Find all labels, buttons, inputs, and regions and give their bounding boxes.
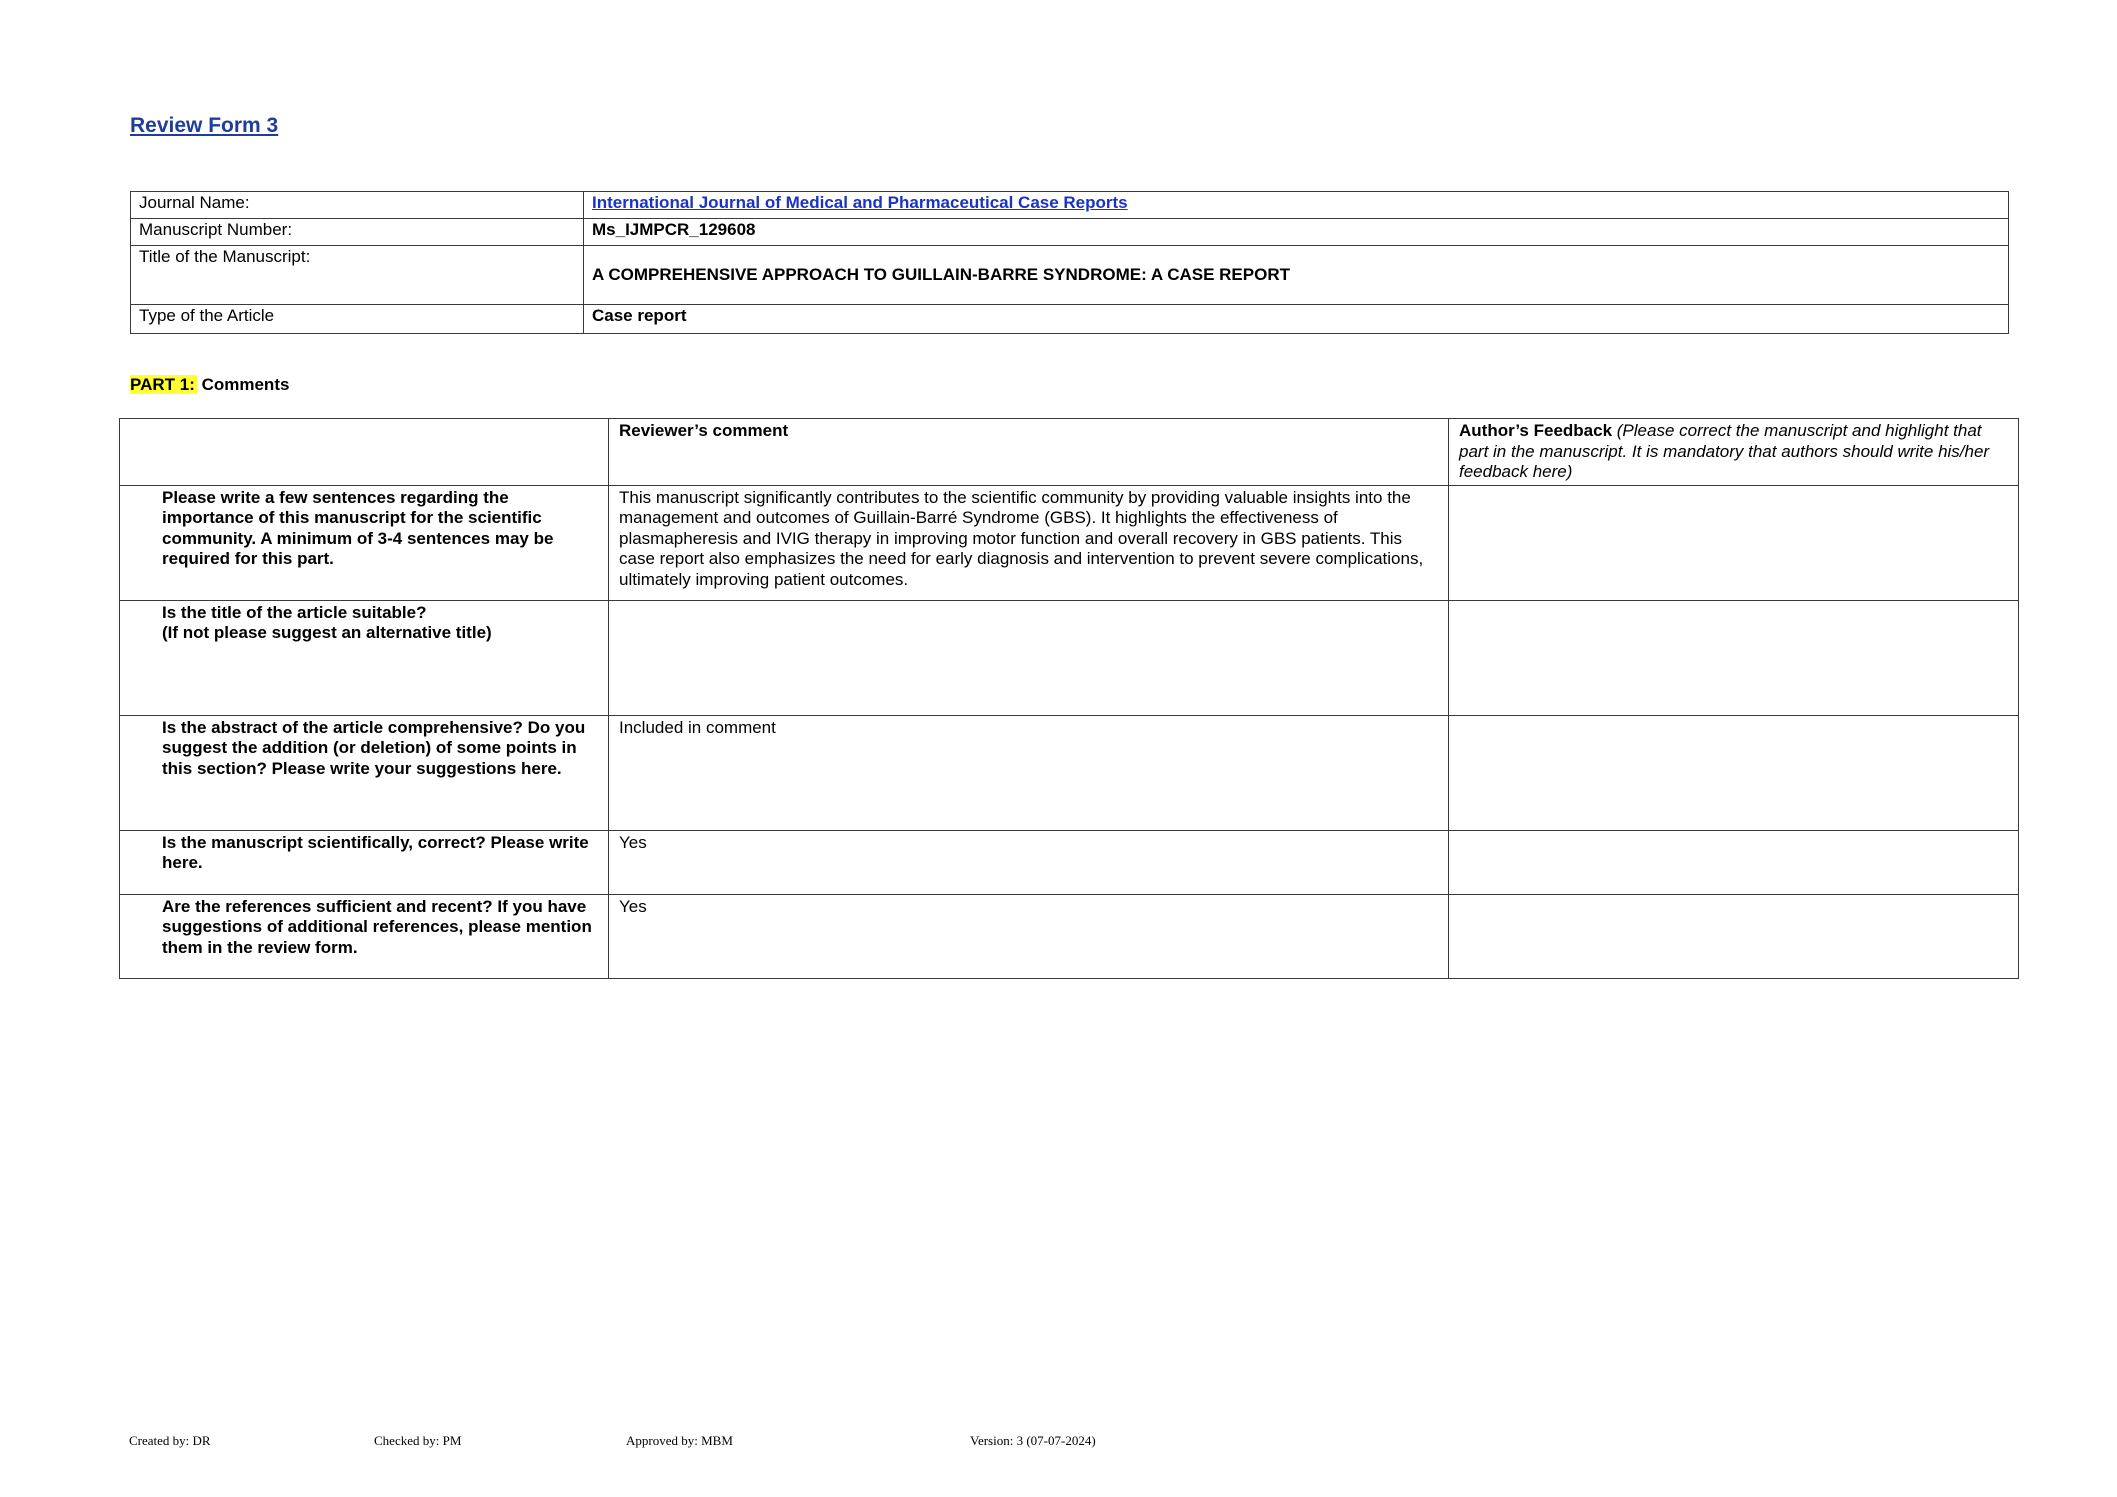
footer-approved: Approved by: MBM bbox=[626, 1433, 733, 1448]
table-row bbox=[120, 894, 2019, 978]
article-type-value: Case report bbox=[584, 305, 2009, 334]
question-references: Are the references sufficient and recent? If you have suggestions of additional references, please mention them in the review form. bbox=[120, 894, 609, 978]
journal-value bbox=[584, 192, 2009, 219]
question-abstract: Is the abstract of the article comprehensive? Do you suggest the addition (or deletion) of some points in this section? Please write your suggestions here. bbox=[120, 715, 609, 830]
part-heading bbox=[130, 375, 289, 395]
table-row bbox=[120, 715, 2019, 830]
table-row bbox=[120, 485, 2019, 600]
question-scientific: Is the manuscript scientifically, correct? Please write here. bbox=[120, 830, 609, 894]
part-label: Comments bbox=[196, 375, 290, 394]
reviewer-comment-cell[interactable]: Included in comment bbox=[609, 715, 1449, 830]
author-feedback-cell[interactable] bbox=[1449, 715, 2019, 830]
header-empty-cell bbox=[120, 419, 609, 486]
author-feedback-cell[interactable] bbox=[1449, 600, 2019, 715]
manuscript-number-row bbox=[131, 219, 2009, 246]
reviewer-comment-cell[interactable]: Yes bbox=[609, 894, 1449, 978]
journal-link[interactable]: International Journal of Medical and Pharmaceutical Case Reports bbox=[592, 193, 1128, 212]
manuscript-title-label: Title of the Manuscript: bbox=[131, 246, 584, 305]
author-feedback-header bbox=[1449, 419, 2019, 486]
author-feedback-title: Author’s Feedback bbox=[1459, 421, 1613, 440]
manuscript-title-value: A COMPREHENSIVE APPROACH TO GUILLAIN-BARRE SYNDROME: A CASE REPORT bbox=[584, 246, 2009, 305]
journal-label: Journal Name: bbox=[131, 192, 584, 219]
manuscript-title-row bbox=[131, 246, 2009, 305]
question-importance: Please write a few sentences regarding the importance of this manuscript for the scientific community. A minimum of 3-4 sentences may be required for this part. bbox=[120, 485, 609, 600]
manuscript-info-table bbox=[130, 191, 2009, 334]
form-title[interactable]: Review Form 3 bbox=[130, 114, 279, 137]
footer-created: Created by: DR bbox=[129, 1433, 211, 1448]
author-feedback-cell[interactable] bbox=[1449, 485, 2019, 600]
reviewer-comment-cell[interactable] bbox=[609, 600, 1449, 715]
comments-table bbox=[119, 418, 2019, 979]
article-type-row bbox=[131, 305, 2009, 334]
reviewer-comment-cell[interactable]: Yes bbox=[609, 830, 1449, 894]
table-row bbox=[120, 600, 2019, 715]
journal-row bbox=[131, 192, 2009, 219]
manuscript-number-value: Ms_IJMPCR_129608 bbox=[584, 219, 2009, 246]
comments-header-row bbox=[120, 419, 2019, 486]
footer-version: Version: 3 (07-07-2024) bbox=[970, 1433, 1096, 1448]
author-feedback-cell[interactable] bbox=[1449, 894, 2019, 978]
author-feedback-cell[interactable] bbox=[1449, 830, 2019, 894]
footer-checked: Checked by: PM bbox=[374, 1433, 462, 1448]
article-type-label: Type of the Article bbox=[131, 305, 584, 334]
author-feedback-instructions: (Please correct the manuscript and highlight that part in the manuscript. It is mandatory that authors should write his/her feedback here) bbox=[1459, 421, 1990, 481]
reviewer-comment-cell[interactable]: This manuscript significantly contributes to the scientific community by providing valuable insights into the management and outcomes of Guillain-Barré Syndrome (GBS). It highlights the effectiveness of plasmapheresis and IVIG therapy in improving motor function and overall recovery in GBS patients. This case report also emphasizes the need for early diagnosis and intervention to prevent severe complications, ultimately improving patient outcomes. bbox=[609, 485, 1449, 600]
reviewer-comment-header: Reviewer’s comment bbox=[609, 419, 1449, 486]
part-highlight: PART 1: bbox=[130, 375, 195, 394]
manuscript-number-label: Manuscript Number: bbox=[131, 219, 584, 246]
table-row bbox=[120, 830, 2019, 894]
question-title-suitable: Is the title of the article suitable? (If not please suggest an alternative title) bbox=[120, 600, 609, 715]
